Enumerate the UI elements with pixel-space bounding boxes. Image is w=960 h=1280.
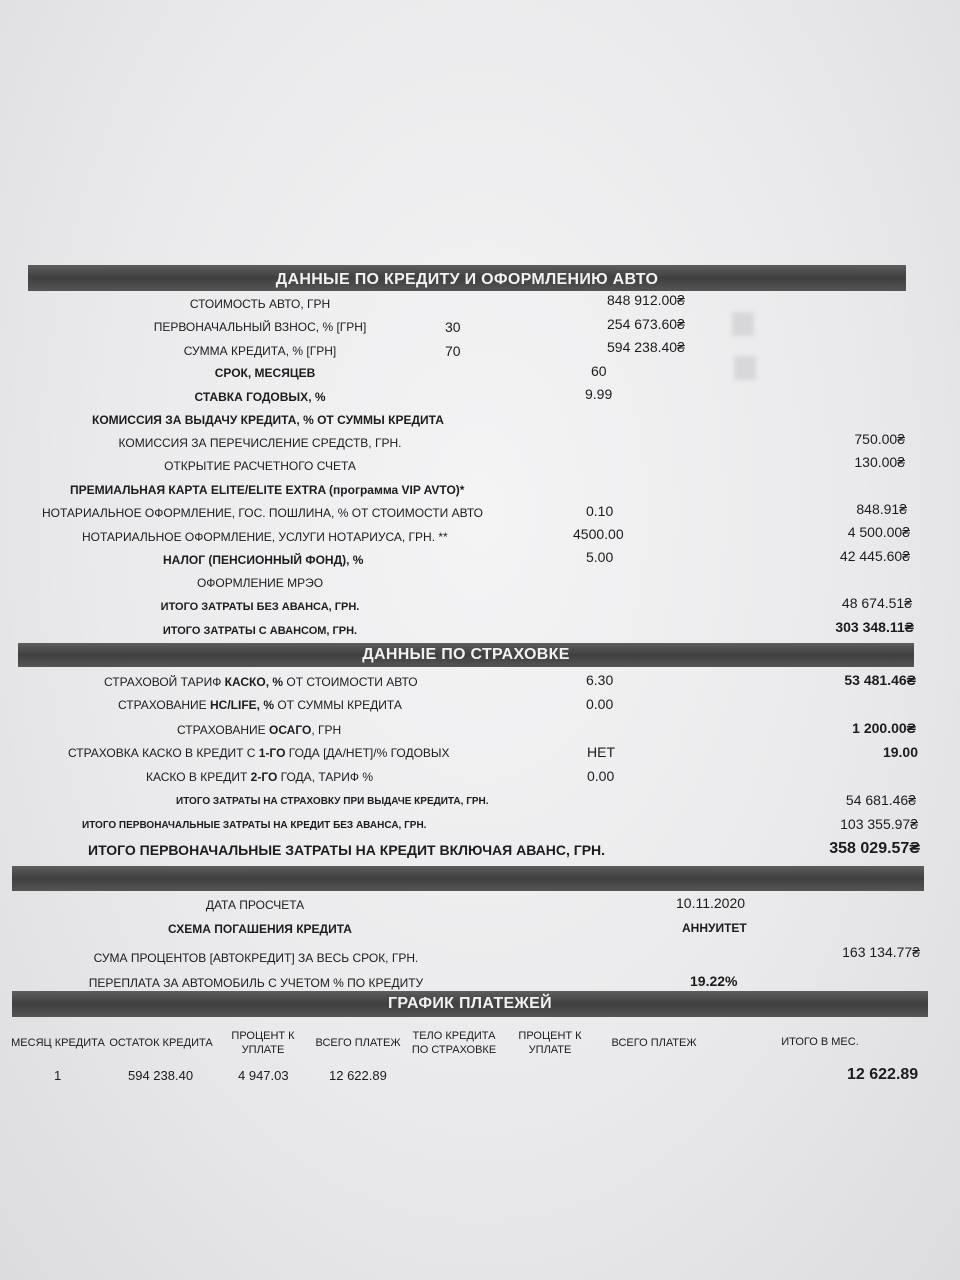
term-label: СРОК, МЕСЯЦЕВ bbox=[214, 366, 316, 380]
calc-date-value: 10.11.2020 bbox=[676, 895, 746, 911]
life-label-c: ОТ СУММЫ КРЕДИТА bbox=[274, 698, 402, 712]
col-month: МЕСЯЦ КРЕДИТА bbox=[11, 1037, 105, 1049]
life-insurance-label bbox=[118, 698, 402, 712]
kasko-label-b: КАСКО, % bbox=[224, 675, 284, 689]
kasko1-label-c: ГОДА [ДА/НЕТ]/% ГОДОВЫХ bbox=[285, 746, 450, 760]
kasko-label-a: СТРАХОВОЙ ТАРИФ bbox=[104, 675, 225, 689]
grand-total-value: 358 029.57₴ bbox=[829, 840, 920, 857]
tax-pct: 5.00 bbox=[586, 549, 614, 565]
interest-total-label: СУМА ПРОЦЕНТОВ [АВТОКРЕДИТ] ЗА ВЕСЬ СРОК, ГРН. bbox=[93, 951, 419, 965]
notary-duty-pct: 0.10 bbox=[586, 503, 614, 519]
total-insurance-value: 54 681.46₴ bbox=[845, 792, 916, 808]
kasko-value: 53 481.46₴ bbox=[844, 672, 916, 688]
col-insurance-body: ТЕЛО КРЕДИТА ПО СТРАХОВКЕ bbox=[411, 1030, 497, 1056]
osago-label-b: ОСАГО bbox=[268, 723, 312, 737]
kasko-second-year-value: 0.00 bbox=[587, 768, 615, 784]
kasko2-label-b: 2-ГО bbox=[250, 770, 278, 784]
kasko-pct: 6.30 bbox=[586, 672, 614, 688]
redacted-mark bbox=[734, 356, 756, 380]
notary-duty-label: НОТАРИАЛЬНОЕ ОФОРМЛЕНИЕ, ГОС. ПОШЛИНА, % ОТ СТОИМОСТИ АВТО bbox=[42, 506, 483, 520]
commission-transfer-label: КОМИССИЯ ЗА ПЕРЕЧИСЛЕНИЕ СРЕДСТВ, ГРН. bbox=[118, 436, 402, 450]
credit-section-header: ДАННЫЕ ПО КРЕДИТУ И ОФОРМЛЕНИЮ АВТО bbox=[28, 265, 906, 291]
term-value: 60 bbox=[591, 363, 607, 379]
tax-value: 42 445.60₴ bbox=[839, 548, 910, 564]
col-insurance-interest: ПРОЦЕНТ К УПЛАТЕ bbox=[518, 1030, 582, 1056]
osago-label bbox=[177, 723, 341, 737]
col-balance: ОСТАТОК КРЕДИТА bbox=[109, 1037, 213, 1049]
row-interest: 4 947.03 bbox=[238, 1068, 289, 1083]
notary-services-input: 4500.00 bbox=[573, 526, 624, 542]
overpayment-label: ПЕРЕПЛАТА ЗА АВТОМОБИЛЬ С УЧЕТОМ % ПО КРЕДИТУ bbox=[88, 976, 424, 990]
total-advance-label: ИТОГО ЗАТРАТЫ С АВАНСОМ, ГРН. bbox=[162, 625, 358, 637]
repayment-scheme-label: СХЕМА ПОГАШЕНИЯ КРЕДИТА bbox=[168, 922, 352, 936]
rate-value: 9.99 bbox=[585, 386, 613, 402]
schedule-section-header: ГРАФИК ПЛАТЕЖЕЙ bbox=[12, 991, 928, 1017]
credit-sum-value: 594 238.40₴ bbox=[607, 339, 685, 355]
row-monthly-total: 12 622.89 bbox=[847, 1066, 919, 1083]
total-initial-no-advance-value: 103 355.97₴ bbox=[840, 816, 918, 832]
notary-services-label: НОТАРИАЛЬНОЕ ОФОРМЛЕНИЕ, УСЛУГИ НОТАРИУСА, ГРН. ** bbox=[82, 530, 448, 544]
col-monthly-total: ИТОГО В МЕС. bbox=[781, 1036, 859, 1048]
col-interest: ПРОЦЕНТ К УПЛАТЕ bbox=[231, 1030, 295, 1056]
down-payment-value: 254 673.60₴ bbox=[607, 316, 685, 332]
mreo-label: ОФОРМЛЕНИЕ МРЭО bbox=[196, 576, 324, 590]
kasko2-label-c: ГОДА, ТАРИФ % bbox=[277, 770, 374, 784]
insurance-section-header: ДАННЫЕ ПО СТРАХОВКЕ bbox=[18, 643, 914, 667]
row-payment: 12 622.89 bbox=[329, 1068, 387, 1083]
row-balance: 594 238.40 bbox=[128, 1068, 194, 1083]
car-cost-value: 848 912.00₴ bbox=[607, 292, 685, 308]
kasko-second-year-label bbox=[146, 770, 373, 784]
row-month: 1 bbox=[54, 1068, 62, 1083]
life-insurance-pct: 0.00 bbox=[586, 696, 614, 712]
kasko-first-year-value: НЕТ bbox=[587, 744, 615, 760]
total-no-advance-value: 48 674.51₴ bbox=[841, 595, 912, 611]
commission-transfer-value: 750.00₴ bbox=[854, 431, 905, 447]
calc-date-label: ДАТА ПРОСЧЕТА bbox=[205, 898, 305, 912]
credit-sum-label: СУММА КРЕДИТА, % [ГРН] bbox=[183, 344, 337, 358]
redacted-mark bbox=[732, 312, 754, 336]
down-payment-label: ПЕРВОНАЧАЛЬНЫЙ ВЗНОС, % [ГРН] bbox=[153, 320, 367, 334]
credit-sum-pct: 70 bbox=[445, 343, 461, 359]
kasko-label bbox=[104, 675, 418, 689]
overpayment-value: 19.22% bbox=[690, 973, 738, 989]
total-advance-value: 303 348.11₴ bbox=[835, 619, 914, 635]
notary-services-value: 4 500.00₴ bbox=[847, 524, 910, 540]
col-insurance-payment: ВСЕГО ПЛАТЕЖ bbox=[611, 1037, 697, 1049]
total-insurance-label: ИТОГО ЗАТРАТЫ НА СТРАХОВКУ ПРИ ВЫДАЧЕ КРЕДИТА, ГРН. bbox=[176, 796, 489, 807]
life-label-b: НС/LIFE, % bbox=[209, 698, 274, 712]
grand-total-label: ИТОГО ПЕРВОНАЧАЛЬНЫЕ ЗАТРАТЫ НА КРЕДИТ ВКЛЮЧАЯ АВАНС, ГРН. bbox=[88, 842, 606, 858]
separator-bar bbox=[12, 866, 924, 891]
premium-card-label: ПРЕМИАЛЬНАЯ КАРТА ELITE/ELITE EXTRA (программа VIP AVTO)* bbox=[70, 483, 465, 497]
account-value: 130.00₴ bbox=[854, 454, 905, 470]
total-initial-no-advance-label: ИТОГО ПЕРВОНАЧАЛЬНЫЕ ЗАТРАТЫ НА КРЕДИТ БЕЗ АВАНСА, ГРН. bbox=[82, 820, 427, 831]
kasko-first-year-rate: 19.00 bbox=[882, 744, 918, 760]
commission-issue-label: КОМИССИЯ ЗА ВЫДАЧУ КРЕДИТА, % ОТ СУММЫ КРЕДИТА bbox=[92, 413, 444, 427]
osago-value: 1 200.00₴ bbox=[852, 720, 916, 736]
account-label: ОТКРЫТИЕ РАСЧЕТНОГО СЧЕТА bbox=[164, 459, 356, 473]
car-cost-label: СТОИМОСТЬ АВТО, ГРН bbox=[189, 297, 331, 311]
rate-label: СТАВКА ГОДОВЫХ, % bbox=[194, 390, 326, 404]
interest-total-value: 163 134.77₴ bbox=[842, 944, 920, 960]
kasko-first-year-label bbox=[68, 746, 450, 760]
osago-label-c: , ГРН bbox=[311, 723, 342, 737]
repayment-scheme-value: АННУИТЕТ bbox=[682, 921, 747, 935]
osago-label-a: СТРАХОВАНИЕ bbox=[177, 723, 269, 737]
kasko1-label-a: СТРАХОВКА КАСКО В КРЕДИТ С bbox=[68, 746, 259, 760]
total-no-advance-label: ИТОГО ЗАТРАТЫ БЕЗ АВАНСА, ГРН. bbox=[160, 601, 360, 613]
tax-label: НАЛОГ (ПЕНСИОННЫЙ ФОНД), % bbox=[163, 553, 364, 567]
notary-duty-value: 848.91₴ bbox=[856, 501, 907, 517]
kasko2-label-a: КАСКО В КРЕДИТ bbox=[146, 770, 251, 784]
col-payment: ВСЕГО ПЛАТЕЖ bbox=[315, 1037, 401, 1049]
life-label-a: СТРАХОВАНИЕ bbox=[118, 698, 210, 712]
down-payment-pct: 30 bbox=[445, 319, 461, 335]
kasko-label-c: ОТ СТОИМОСТИ АВТО bbox=[283, 675, 418, 689]
kasko1-label-b: 1-ГО bbox=[258, 746, 286, 760]
